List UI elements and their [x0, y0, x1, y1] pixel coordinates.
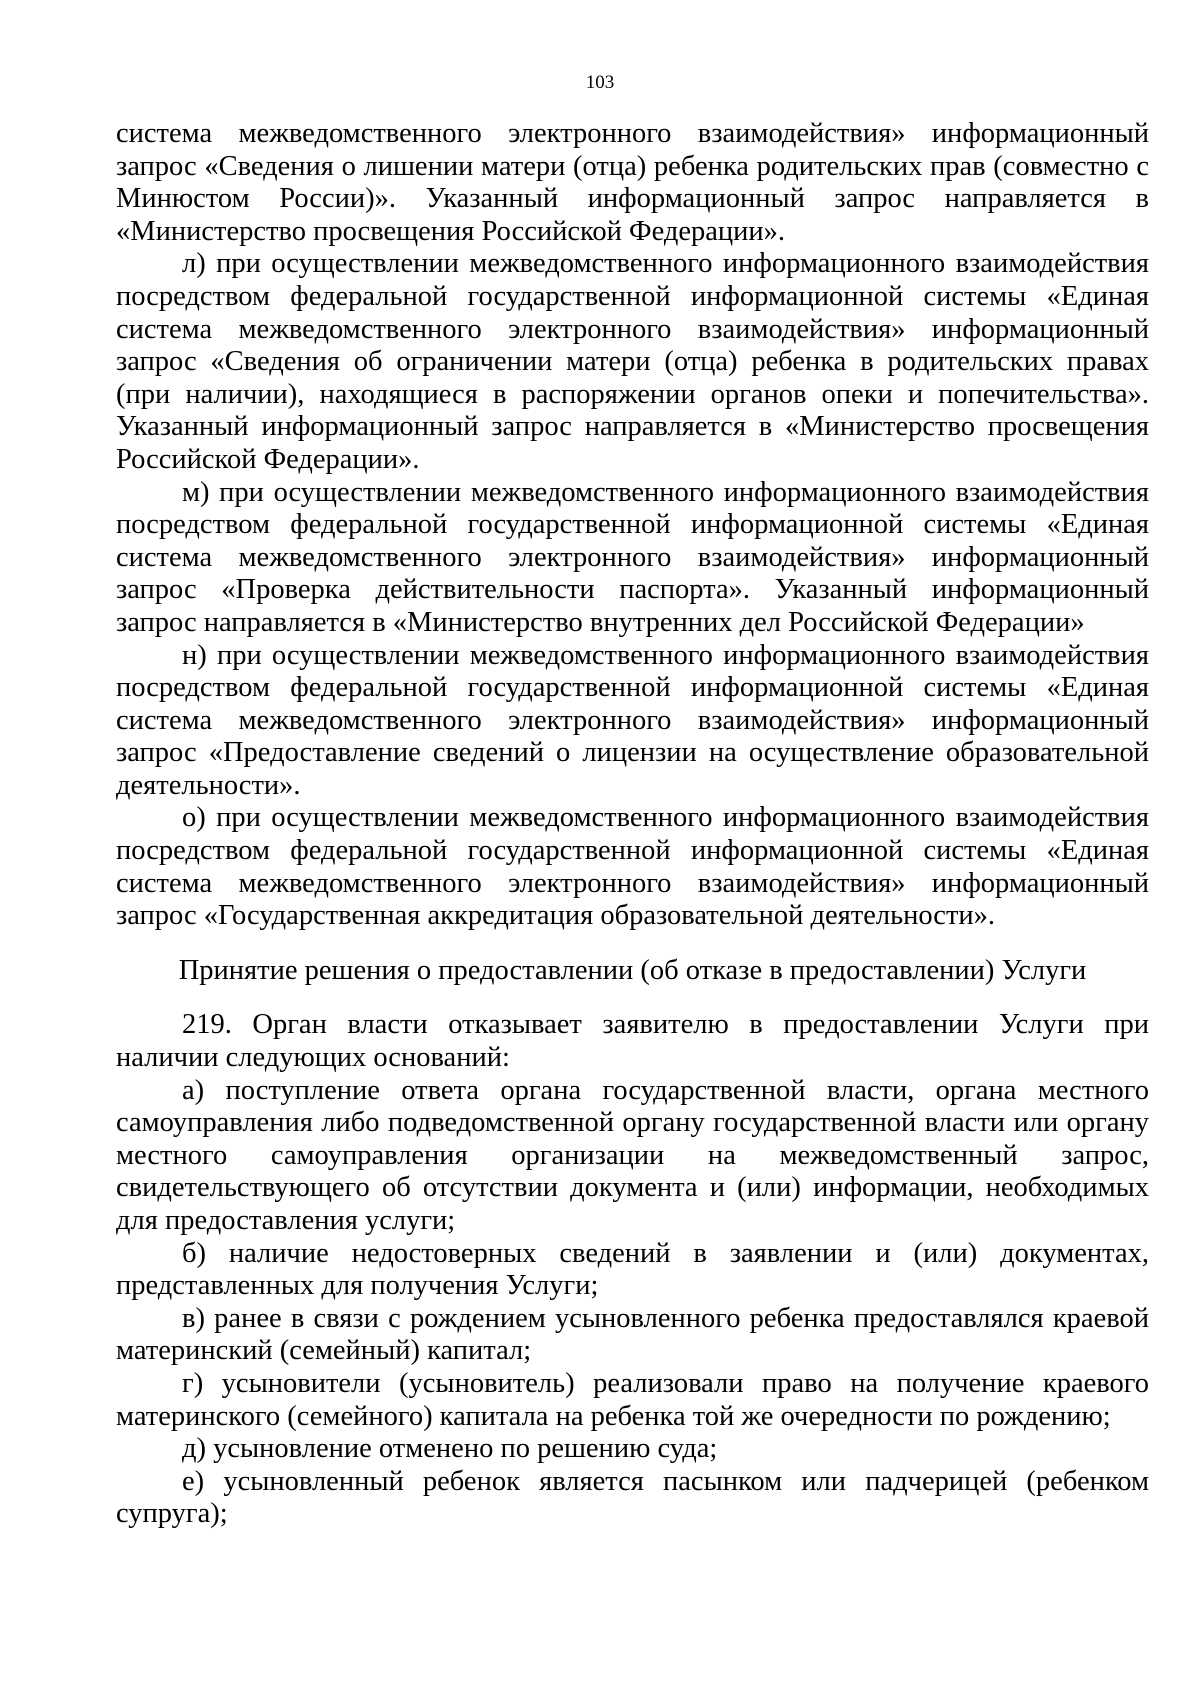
- paragraph-continuation: система межведомственного электронного взаимодействия» информационный запрос «Сведения о лишении матери (отца) ребенка родительских прав (совместно с Минюстом России)». Указанный информационный запрос направляется в «Министерство просвещения Российской Федерации».: [116, 118, 1149, 247]
- paragraph-item-d: д) усыновление отменено по решению суда;: [182, 1433, 718, 1465]
- page-number: 103: [585, 72, 615, 93]
- paragraph-item-e: е) усыновленный ребенок является пасынком или падчерицей (ребенком супруга);: [116, 1465, 1149, 1530]
- paragraph-item-b: б) наличие недостоверных сведений в заявлении и (или) документах, представленных для получения Услуги;: [116, 1237, 1149, 1302]
- paragraph-item-g: г) усыновители (усыновитель) реализовали право на получение краевого материнского (семейного) капитала на ребенка той же очередности по рождению;: [116, 1367, 1149, 1432]
- document-body: [116, 118, 1149, 1531]
- paragraph-item-a: а) поступление ответа органа государственной власти, органа местного самоуправления либо подведомственной органу государственной власти или органу местного самоуправления организации на межведомственный запрос, свидетельствующего об отсутствии документа и (или) информации, необходимых для предоставления услуги;: [116, 1074, 1149, 1236]
- paragraph-219: 219. Орган власти отказывает заявителю в предоставлении Услуги при наличии следующих оснований:: [116, 1009, 1149, 1074]
- section-heading: Принятие решения о предоставлении (об отказе в предоставлении) Услуги: [178, 954, 1087, 986]
- paragraph-item-l: л) при осуществлении межведомственного информационного взаимодействия посредством федеральной государственной информационной системы «Единая система межведомственного электронного взаимодействия» информационный запрос «Сведения об ограничении матери (отца) ребенка в родительских правах (при наличии), находящиеся в распоряжении органов опеки и попечительства». Указанный информационный запрос направляется в «Министерство просвещения Российской Федерации».: [116, 248, 1149, 475]
- paragraph-item-m: м) при осуществлении межведомственного информационного взаимодействия посредством федеральной государственной информационной системы «Единая система межведомственного электронного взаимодействия» информационный запрос «Проверка действительности паспорта». Указанный информационный запрос направляется в «Министерство внутренних дел Российской Федерации»: [116, 476, 1149, 638]
- paragraph-item-n: н) при осуществлении межведомственного информационного взаимодействия посредством федеральной государственной информационной системы «Единая система межведомственного электронного взаимодействия» информационный запрос «Предоставление сведений о лицензии на осуществление образовательной деятельности».: [116, 639, 1149, 801]
- paragraph-item-o: о) при осуществлении межведомственного информационного взаимодействия посредством федеральной государственной информационной системы «Единая система межведомственного электронного взаимодействия» информационный запрос «Государственная аккредитация образовательной деятельности».: [116, 802, 1149, 932]
- paragraph-item-v: в) ранее в связи с рождением усыновленного ребенка предоставлялся краевой материнский (семейный) капитал;: [116, 1302, 1149, 1367]
